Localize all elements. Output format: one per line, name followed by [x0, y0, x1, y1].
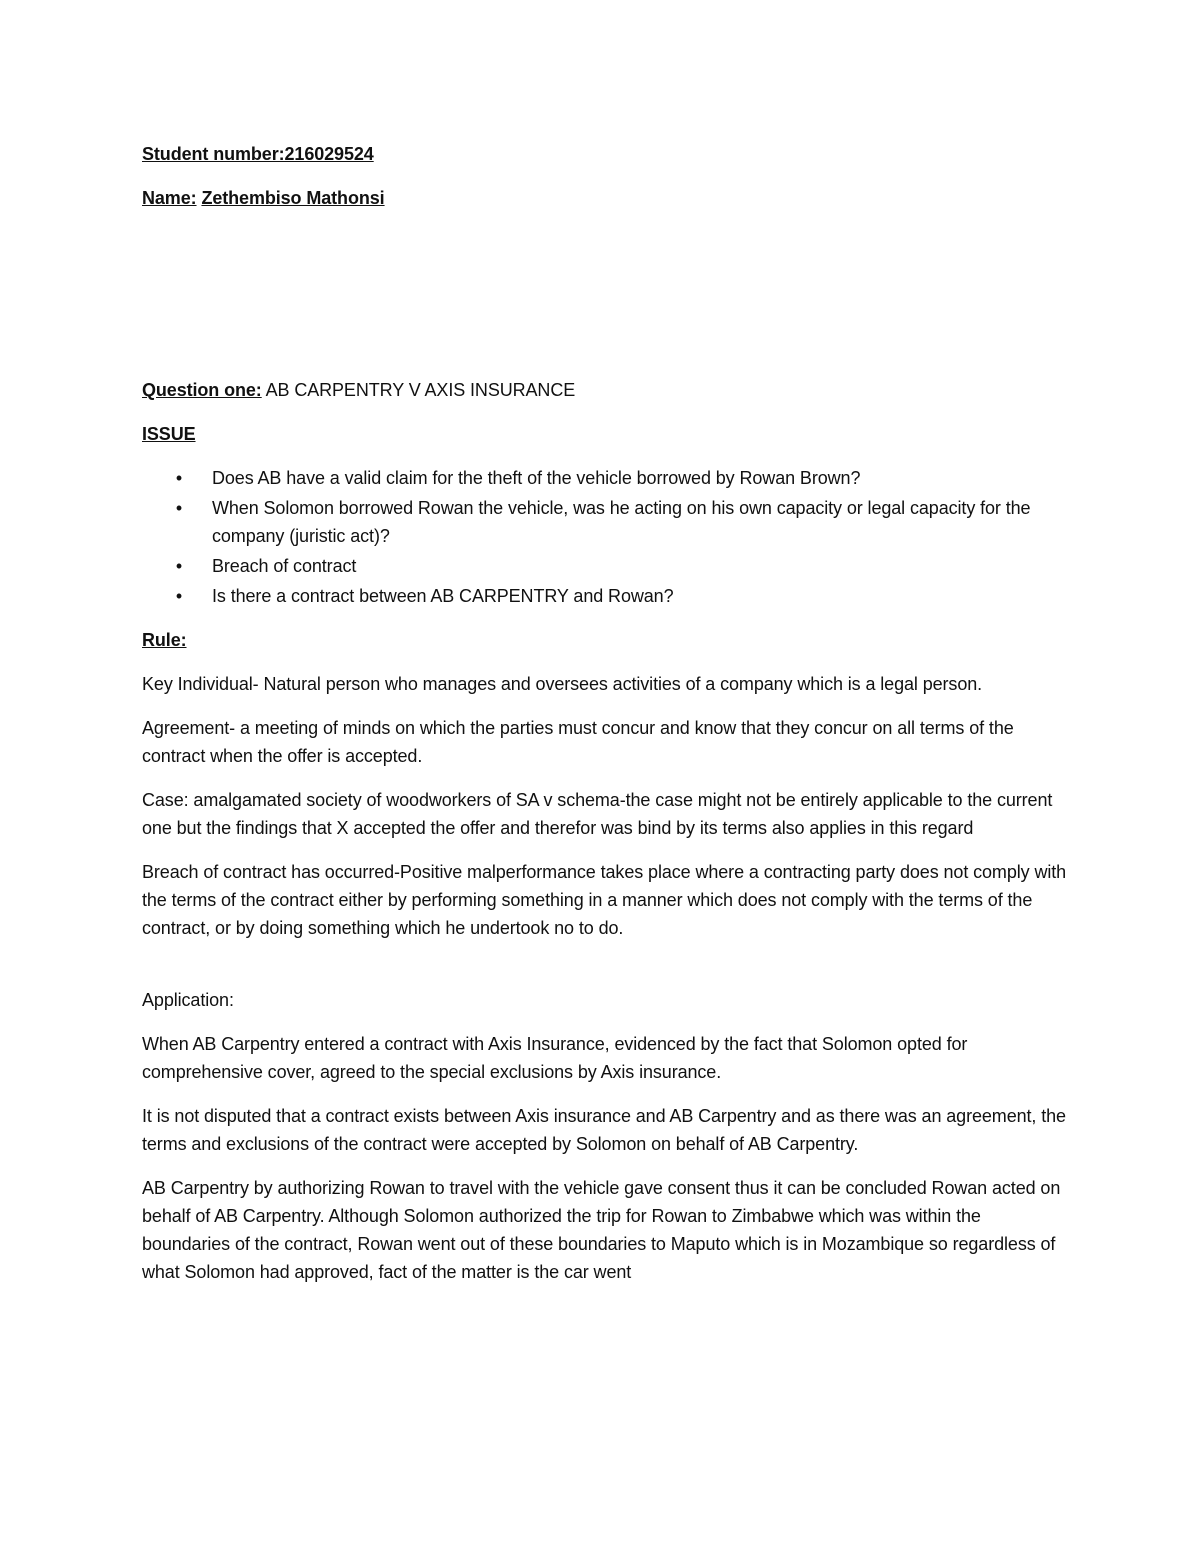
bullet-icon: • — [175, 498, 183, 518]
question-title: AB CARPENTRY V AXIS INSURANCE — [261, 380, 576, 400]
application-paragraph: When AB Carpentry entered a contract with Axis Insurance, evidenced by the fact that Solomon opted for comprehensive cover, agreed to the special exclusions by Axis insurance. — [142, 1034, 968, 1082]
student-name-value: Zethembiso Mathonsi — [201, 188, 385, 208]
issue-text: Does AB have a valid claim for the theft of the vehicle borrowed by Rowan Brown? — [212, 468, 861, 488]
rule-paragraph: Agreement- a meeting of minds on which the parties must concur and know that they concur on all terms of the contract when the offer is accepted. — [142, 718, 1014, 766]
application-paragraph: It is not disputed that a contract exists between Axis insurance and AB Carpentry and as there was an agreement, the terms and exclusions of the contract were accepted by Solomon on behalf of AB Carpentry. — [142, 1106, 1066, 1154]
student-number-label: Student number: — [142, 144, 285, 164]
issue-item — [142, 494, 1067, 550]
student-name-label: Name: — [142, 188, 197, 208]
rule-paragraph: Key Individual- Natural person who manages and oversees activities of a company which is a legal person. — [142, 674, 983, 694]
rule-paragraph: Breach of contract has occurred-Positive malperformance takes place where a contracting party does not comply with the terms of the contract either by performing something in a manner which does not comply with the terms of the contract, or by doing something which he undertook no to do. — [142, 862, 1067, 938]
issue-text: When Solomon borrowed Rowan the vehicle, was he acting on his own capacity or legal capacity for the company (juristic act)? — [212, 498, 1031, 546]
student-number-line — [142, 140, 1067, 168]
issue-list — [142, 464, 1067, 610]
question-label: Question one: — [142, 380, 262, 400]
student-name-line — [142, 184, 1067, 212]
rule-heading: Rule: — [142, 630, 187, 650]
bullet-icon: • — [175, 586, 183, 606]
document-body — [142, 140, 1067, 1302]
issue-item — [142, 464, 1067, 492]
bullet-icon: • — [175, 468, 183, 488]
application-paragraph: AB Carpentry by authorizing Rowan to travel with the vehicle gave consent thus it can be concluded Rowan acted on behalf of AB Carpentry. Although Solomon authorized the trip for Rowan to Zimbabwe which was within the boundaries of the contract, Rowan went out of these boundaries to Maputo which is in Mozambique so regardless of what Solomon had approved, fact of the matter is the car went — [142, 1178, 1061, 1282]
bullet-icon: • — [175, 556, 183, 576]
issue-text: Is there a contract between AB CARPENTRY and Rowan? — [212, 586, 674, 606]
issue-item — [142, 552, 1067, 580]
application-heading: Application: — [142, 990, 234, 1010]
rule-paragraph: Case: amalgamated society of woodworkers of SA v schema-the case might not be entirely applicable to the current one but the findings that X accepted the offer and therefor was bind by its terms also applies in this regard — [142, 790, 1053, 838]
student-number-value: 216029524 — [284, 144, 374, 164]
blank-space — [142, 228, 1067, 376]
issue-item — [142, 582, 1067, 610]
question-title-line — [142, 376, 1067, 404]
blank-space — [142, 958, 1067, 986]
issue-text: Breach of contract — [212, 556, 357, 576]
issue-heading: ISSUE — [142, 424, 196, 444]
